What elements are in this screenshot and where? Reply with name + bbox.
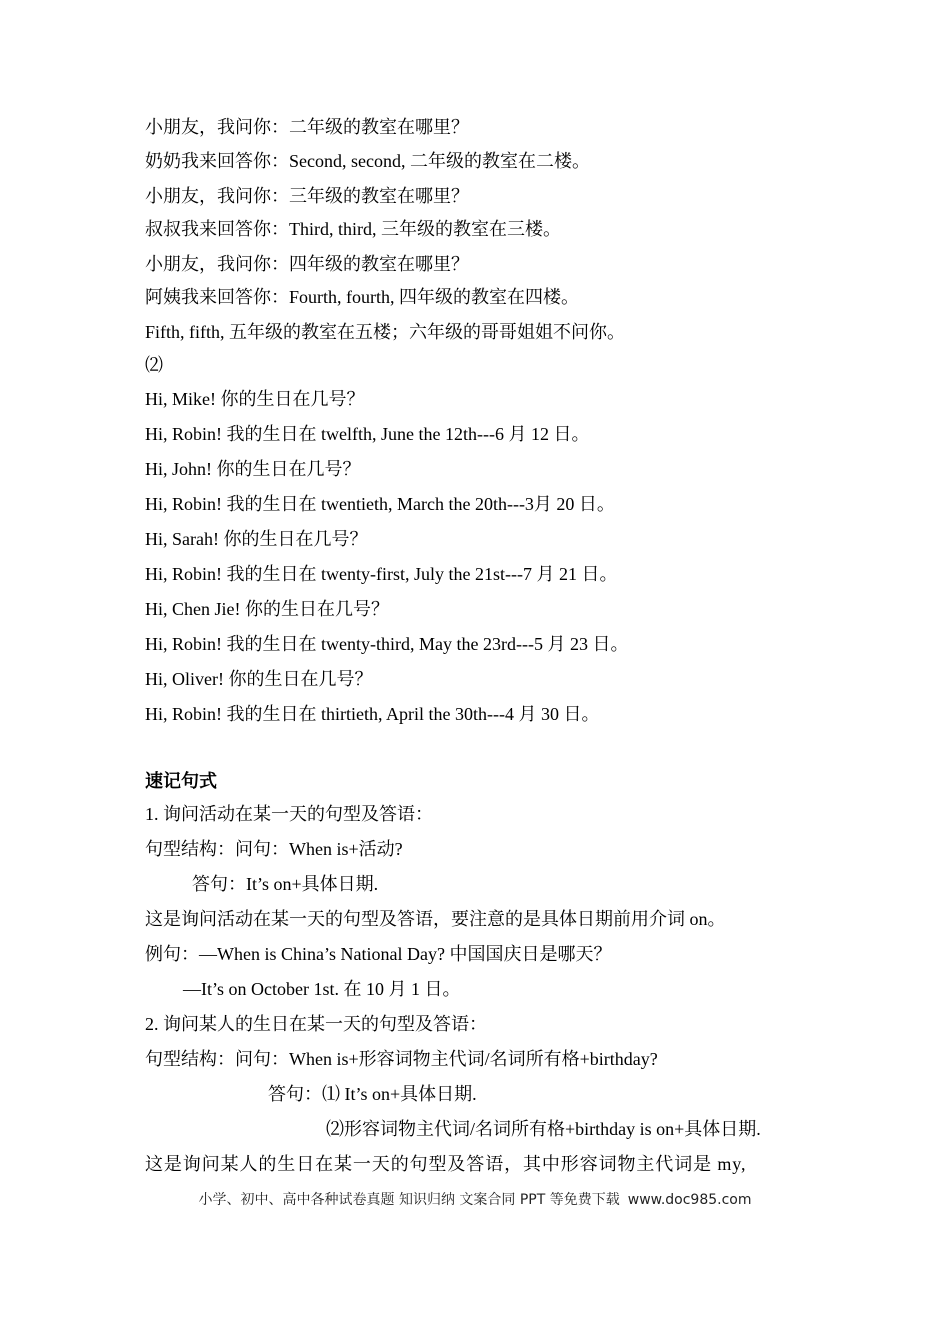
- chant-line-6: 阿姨我来回答你：Fourth, fourth, 四年级的教室在四楼。: [145, 287, 579, 307]
- section-1-answer: 答句：It’s on+具体日期.: [192, 874, 379, 894]
- section-2-title: 2. 询问某人的生日在某一天的句型及答语：: [145, 1014, 487, 1034]
- part-2-label: ⑵: [145, 355, 163, 375]
- birthday-line-8: Hi, Robin! 我的生日在 twenty-third, May the 23rd---5 月 23 日。: [145, 634, 629, 654]
- section-1-structure: 句型结构：问句：When is+活动?: [145, 839, 403, 859]
- chant-line-7: Fifth, fifth, 五年级的教室在五楼；六年级的哥哥姐姐不问你。: [145, 322, 625, 342]
- chant-line-5: 小朋友，我问你：四年级的教室在哪里？: [145, 254, 469, 274]
- section-1-note: 这是询问活动在某一天的句型及答语，要注意的是具体日期前用介词 on。: [145, 909, 726, 929]
- chant-line-2: 奶奶我来回答你：Second, second, 二年级的教室在二楼。: [145, 151, 590, 171]
- birthday-line-7: Hi, Chen Jie! 你的生日在几号？: [145, 599, 389, 619]
- birthday-line-10: Hi, Robin! 我的生日在 thirtieth, April the 30th---4 月 30 日。: [145, 704, 600, 724]
- footer-text: 小学、初中、高中各种试卷真题 知识归纳 文案合同 PPT 等免费下载: [198, 1192, 620, 1208]
- chant-line-1: 小朋友，我问你：二年级的教室在哪里？: [145, 117, 469, 137]
- section-2-answer-2: ⑵形容词物主代词/名词所有格+birthday is on+具体日期.: [326, 1119, 761, 1139]
- section-1-example-answer: —It’s on October 1st. 在 10 月 1 日。: [183, 979, 461, 999]
- birthday-line-6: Hi, Robin! 我的生日在 twenty-first, July the 21st---7 月 21 日。: [145, 564, 618, 584]
- section-heading: 速记句式: [145, 771, 217, 791]
- chant-line-3: 小朋友，我问你：三年级的教室在哪里？: [145, 186, 469, 206]
- birthday-line-3: Hi, John! 你的生日在几号？: [145, 459, 361, 479]
- footer-url[interactable]: www.doc985.com: [627, 1192, 752, 1208]
- section-1-example-question: 例句：—When is China’s National Day? 中国国庆日是哪天？: [145, 944, 612, 964]
- birthday-line-4: Hi, Robin! 我的生日在 twentieth, March the 20th---3月 20 日。: [145, 494, 615, 514]
- section-2-note: 这是询问某人的生日在某一天的句型及答语，其中形容词物主代词是 my,: [145, 1154, 747, 1174]
- section-2-answer-1: 答句：⑴ It’s on+具体日期.: [268, 1084, 477, 1104]
- birthday-line-9: Hi, Oliver! 你的生日在几号？: [145, 669, 373, 689]
- birthday-line-5: Hi, Sarah! 你的生日在几号？: [145, 529, 368, 549]
- birthday-line-1: Hi, Mike! 你的生日在几号？: [145, 389, 365, 409]
- section-2-structure: 句型结构：问句：When is+形容词物主代词/名词所有格+birthday?: [145, 1049, 658, 1069]
- section-1-title: 1. 询问活动在某一天的句型及答语：: [145, 804, 433, 824]
- page-footer: [0, 1190, 950, 1210]
- chant-line-4: 叔叔我来回答你：Third, third, 三年级的教室在三楼。: [145, 219, 561, 239]
- birthday-line-2: Hi, Robin! 我的生日在 twelfth, June the 12th---6 月 12 日。: [145, 424, 590, 444]
